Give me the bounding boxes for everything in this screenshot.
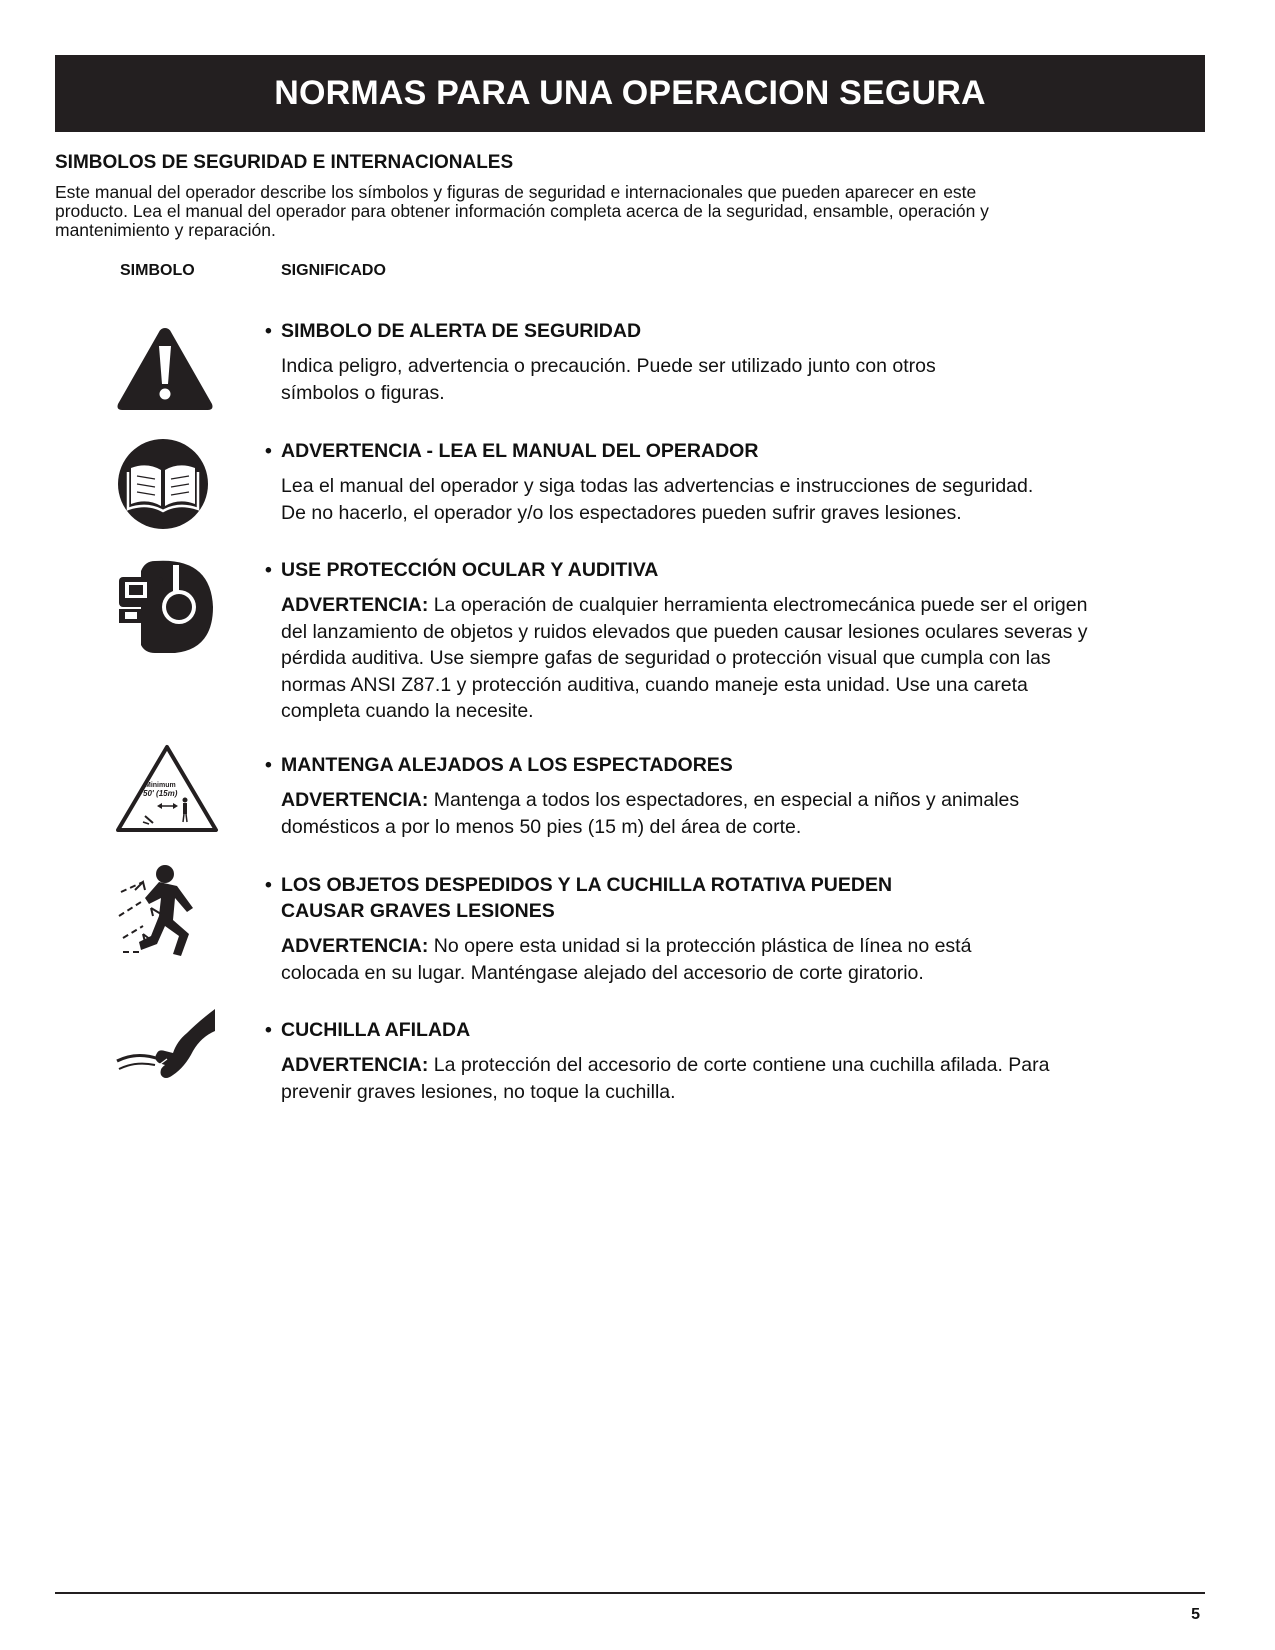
symbol-title: • SIMBOLO DE ALERTA DE SEGURIDAD [265, 320, 642, 342]
symbol-text [265, 438, 1205, 526]
safety-alert-triangle-icon [115, 324, 220, 414]
symbol-description: Lea el manual del operador y siga todas las advertencias e instrucciones de seguridad. De no hacerlo, el operador y/o los espectadores pueden sufrir graves lesiones. [281, 475, 1034, 524]
footer-rule [55, 1592, 1205, 1594]
page-banner [55, 55, 1205, 132]
eye-ear-protection-icon [115, 557, 220, 655]
symbol-description: ADVERTENCIA: Mantenga a todos los espectadores, en especial a niños y animales domésticos a por lo menos 50 pies (15 m) del área de corte. [281, 789, 1020, 838]
icon-distance-text: 50' (15m) [143, 789, 178, 798]
warning-label: ADVERTENCIA: [281, 935, 429, 957]
symbol-title: • USE PROTECCIÓN OCULAR Y AUDITIVA [265, 559, 659, 581]
intro-line: mantenimiento y reparación. [55, 220, 276, 240]
symbol-title: • LOS OBJETOS DESPEDIDOS Y LA CUCHILLA ROTATIVA PUEDEN CAUSAR GRAVES LESIONES [265, 874, 893, 922]
warning-label: ADVERTENCIA: [281, 789, 429, 811]
intro-line: producto. Lea el manual del operador para obtener información completa acerca de la seguridad, ensamble, operación y [55, 201, 989, 221]
icon-minimum-text: Minimum [145, 782, 176, 789]
keep-bystanders-away-icon [115, 744, 220, 834]
intro-line: Este manual del operador describe los símbolos y figuras de seguridad e internacionales que pueden aparecer en este [55, 182, 977, 202]
symbol-text [265, 752, 1205, 840]
warning-label: ADVERTENCIA: [281, 594, 429, 616]
column-header-symbol: SIMBOLO [120, 262, 195, 279]
read-manual-icon [115, 438, 220, 530]
symbol-description: ADVERTENCIA: No opere esta unidad si la protección plástica de línea no está colocada en su lugar. Manténgase alejado del accesorio de corte giratorio. [281, 935, 972, 984]
symbol-description: ADVERTENCIA: La operación de cualquier herramienta electromecánica puede ser el origen del lanzamiento de objetos y ruidos elevados que pueden causar lesiones oculares severas y pérdida auditiva. Use siempre gafas de seguridad o protección visual que cumpla con las normas ANSI Z87.1 y protección auditiva, cuando maneje esta unidad. Use una careta completa cuando la necesite. [281, 594, 1088, 722]
symbol-title: • ADVERTENCIA - LEA EL MANUAL DEL OPERADOR [265, 440, 759, 462]
warning-label: ADVERTENCIA: [281, 1054, 429, 1076]
column-header-meaning: SIGNIFICADO [281, 262, 386, 279]
section-title: SIMBOLOS DE SEGURIDAD E INTERNACIONALES [55, 152, 514, 173]
thrown-objects-icon [115, 860, 220, 964]
symbol-text [265, 1017, 1205, 1105]
symbol-text [265, 872, 1205, 986]
intro-paragraph [55, 183, 1205, 240]
page-number: 5 [1191, 1606, 1200, 1623]
symbol-title: • CUCHILLA AFILADA [265, 1019, 471, 1041]
symbol-text [265, 318, 1205, 406]
sharp-blade-hand-icon [115, 1007, 220, 1083]
page-title: NORMAS PARA UNA OPERACION SEGURA [274, 74, 986, 112]
symbol-description: ADVERTENCIA: La protección del accesorio de corte contiene una cuchilla afilada. Para prevenir graves lesiones, no toque la cuchilla. [281, 1054, 1050, 1103]
symbol-title: • MANTENGA ALEJADOS A LOS ESPECTADORES [265, 754, 733, 776]
symbol-description: Indica peligro, advertencia o precaución. Puede ser utilizado junto con otros símbolos o figuras. [281, 355, 936, 404]
symbol-text [265, 557, 1205, 725]
